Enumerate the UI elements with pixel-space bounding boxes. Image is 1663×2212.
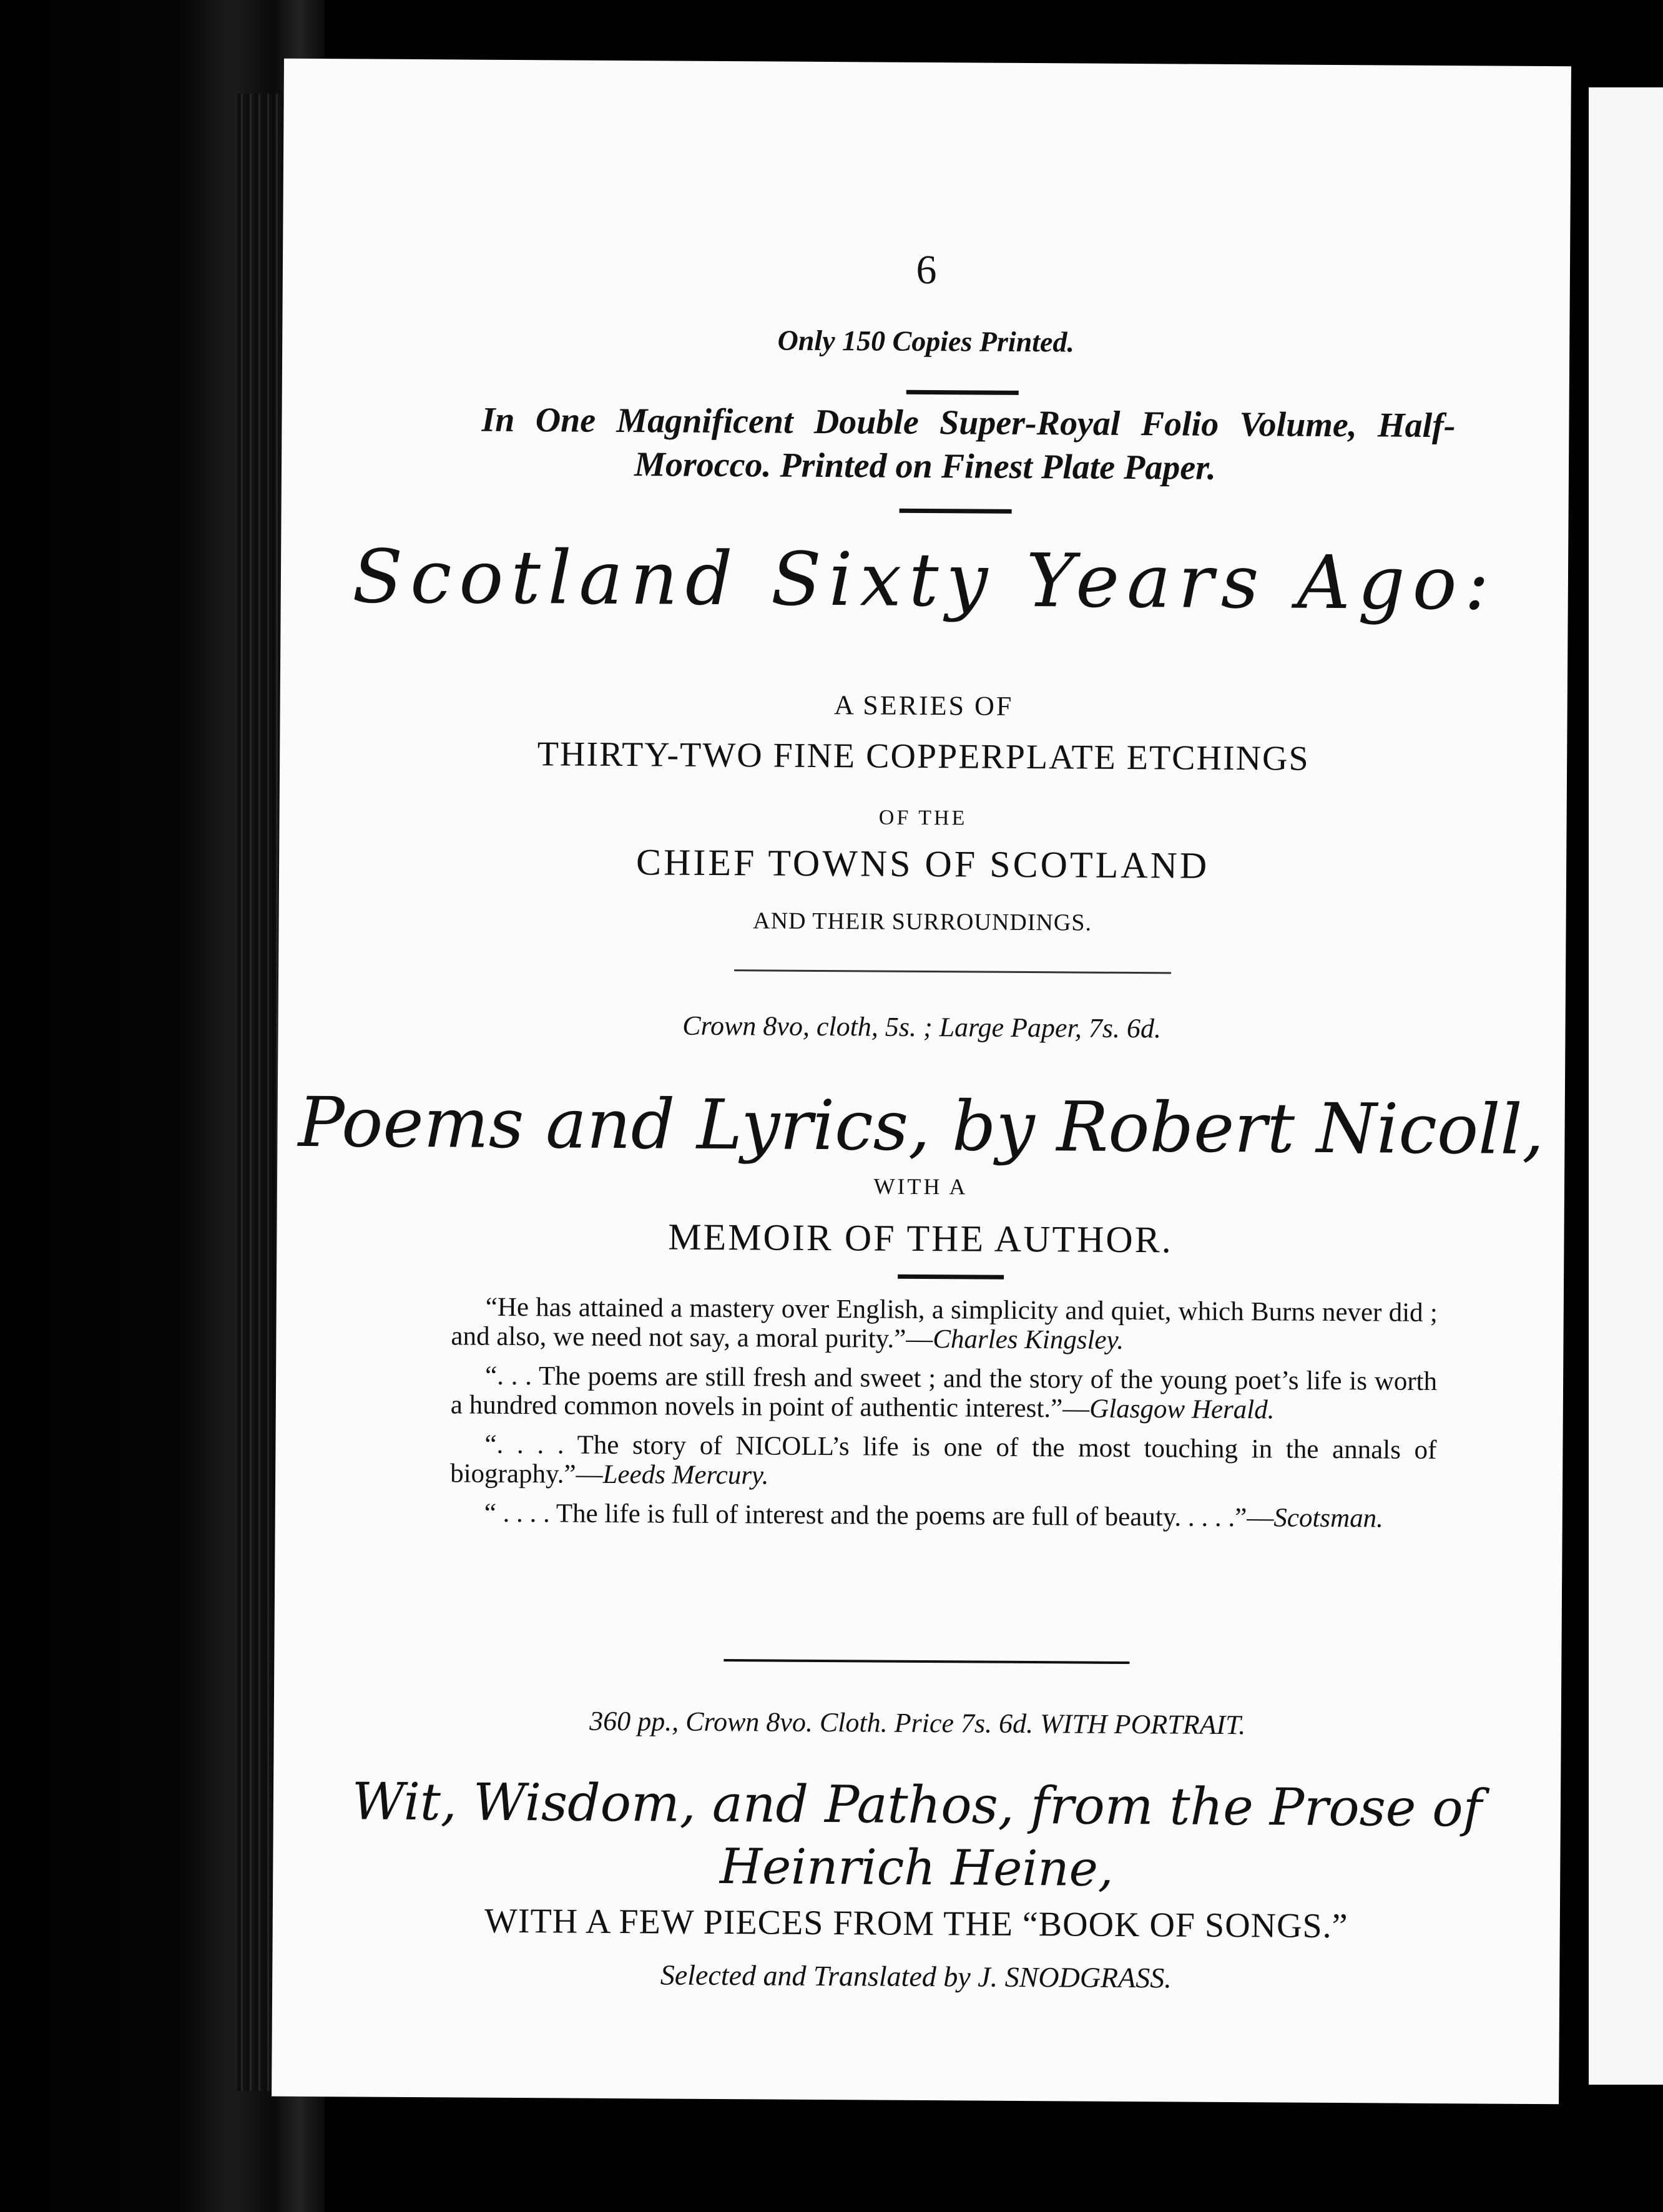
ad2-title: Poems and Lyrics, by Robert Nicoll, — [298, 1082, 1544, 1170]
divider — [724, 1659, 1129, 1664]
rule — [900, 509, 1012, 514]
ad1-format-line1: In One Magnificent Double Super-Royal Folio Volume, Half- — [481, 400, 1456, 446]
ad1-title: Scotland Sixty Years Ago: — [351, 533, 1497, 627]
review-source: Leeds Mercury. — [602, 1459, 769, 1490]
ad2-with-a: WITH A — [873, 1173, 968, 1200]
facing-page-edge — [1589, 87, 1663, 2085]
review-source: Scotsman. — [1273, 1503, 1384, 1534]
review-quote: “He has attained a mastery over English, a simplicity and quiet, which Burns never did ; and also, we need not say, a moral purity.”—Charles Kingsley. — [451, 1292, 1438, 1355]
ad1-subtitle-1: A SERIES OF — [833, 690, 1014, 722]
ad3-subtitle: WITH A FEW PIECES FROM THE “BOOK OF SONGS.” — [484, 1901, 1348, 1946]
page-number: 6 — [916, 247, 937, 293]
rule — [898, 1275, 1004, 1280]
ad1-limit-note: Only 150 Copies Printed. — [777, 324, 1075, 358]
ad3-title-line2: Heinrich Heine, — [719, 1839, 1114, 1897]
ad2-price: Crown 8vo, cloth, 5s. ; Large Paper, 7s. 6d. — [682, 1010, 1162, 1044]
review-source: Glasgow Herald. — [1089, 1394, 1275, 1425]
review-quote: “. . . The poems are still fresh and sweet ; and the story of the young poet’s life is worth a hundred common novels in point of authentic interest.”—Glasgow Herald. — [450, 1361, 1438, 1425]
ad1-subtitle-2: THIRTY-TWO FINE COPPERPLATE ETCHINGS — [537, 735, 1310, 778]
review-quote: “. . . . The story of NICOLL’s life is one of the most touching in the annals of biography.”—Leeds Mercury. — [450, 1429, 1437, 1490]
ad2-review-quotes — [450, 1292, 1438, 1544]
ad1-subtitle-5: AND THEIR SURROUNDINGS. — [753, 908, 1092, 936]
rule — [906, 390, 1019, 395]
ad1-subtitle-4: CHIEF TOWNS OF SCOTLAND — [635, 841, 1210, 886]
review-quote: “ . . . . The life is full of interest and the poems are full of beauty. . . . .”—Scotsman. — [484, 1498, 1384, 1534]
ad2-memoir: MEMOIR OF THE AUTHOR. — [667, 1216, 1173, 1261]
ad1-subtitle-3: OF THE — [878, 806, 968, 830]
ad3-credit: Selected and Translated by J. SNODGRASS. — [660, 1959, 1172, 1994]
review-source: Charles Kingsley. — [933, 1324, 1124, 1355]
ad3-price: 360 pp., Crown 8vo. Cloth. Price 7s. 6d. WITH PORTRAIT. — [589, 1705, 1246, 1741]
ad1-format-line2: Morocco. Printed on Finest Plate Paper. — [634, 445, 1217, 487]
ad3-title-line1: Wit, Wisdom, and Pathos, from the Prose of — [351, 1772, 1483, 1839]
printed-page — [272, 59, 1571, 2105]
divider — [734, 969, 1171, 974]
